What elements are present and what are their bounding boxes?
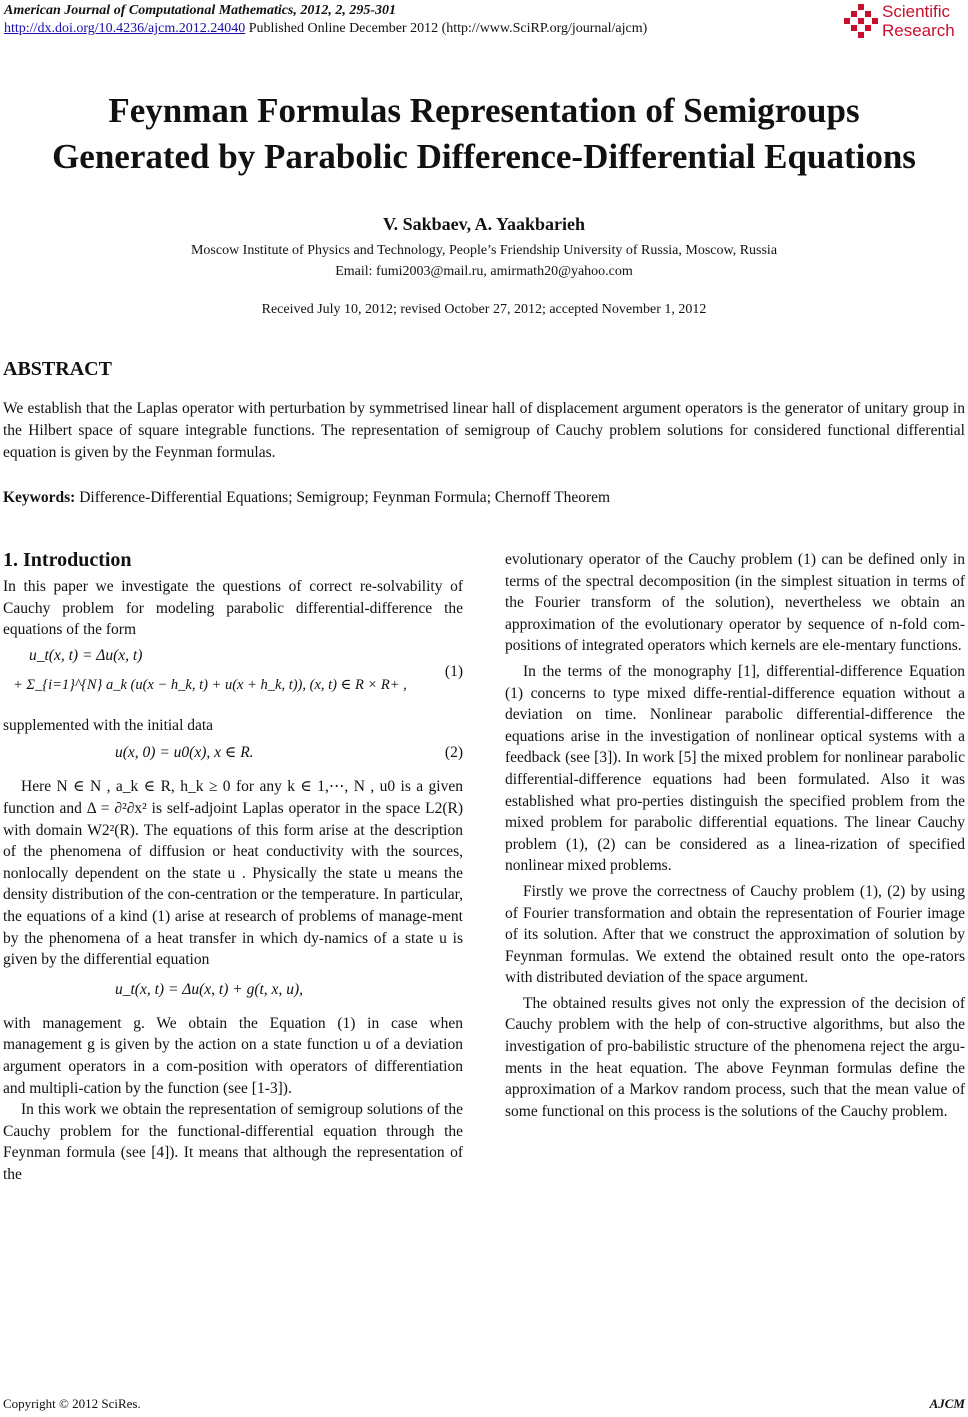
section-heading-introduction: 1. Introduction <box>3 549 132 571</box>
equation-text: u_t(x, t) = Δu(x, t) <box>29 646 143 664</box>
paper-title <box>0 88 968 180</box>
paragraph: In this paper we investigate the questions of correct re-solvability of Cauchy problem for modeling parabolic differential-difference the equations of the form <box>3 578 463 639</box>
equation-1b <box>3 662 463 715</box>
paragraph: The obtained results gives not only the expression of the decision of Cauchy problem with the help of con-structive algorithms, but also the investigation of pro-babilistic structure of the phenomena reject the argu-ments in the heat equation. The above Feynman formulas define the approximation of a Markov random process, such that the mean value of some functional on this process is the solutions of the Cauchy problem. <box>505 994 965 1120</box>
equation-number: (1) <box>444 662 463 680</box>
equation-number: (2) <box>444 744 463 762</box>
keywords-label: Keywords: <box>3 489 76 506</box>
authors: V. Sakbaev, A. Yaakbarieh <box>382 214 586 234</box>
logo-diamond-icon <box>844 4 878 38</box>
journal-abbreviation: AJCM <box>929 1396 965 1411</box>
email: Email: fumi2003@mail.ru, amirmath20@yahoo.com <box>335 264 633 279</box>
abstract-heading: ABSTRACT <box>3 358 112 380</box>
logo-line1: Scientific <box>882 2 951 21</box>
left-column <box>3 548 463 1185</box>
equation-3 <box>3 979 463 1013</box>
journal-name: American Journal of Computational Mathematics <box>4 3 294 18</box>
right-column <box>505 549 965 1122</box>
paragraph: In the terms of the monography [1], differential-difference Equation (1) concerns to type mixed diffe-rential-difference equation without a deviation on time. Nonlinear parabolic differential-difference the equations arise in the investigation of nonlinear optical systems with a feedback (see [3]). In work [5] the mixed problem for nonlinear parabolic differential-difference equations had been formulated. Also it was established what pro-perties distinguish the specified problem from the mixed problem for parabolic differential equations. The linear Cauchy problem (1), (2) can be considered as a linea-rization of specified nonlinear mixed problems. <box>505 662 965 875</box>
paragraph: In this work we obtain the representation of semigroup solutions of the Cauchy problem for the functional-differential equation through the Feynman formula (see [4]). It means that although the representation of the <box>3 1101 463 1183</box>
volume-info: , 2012, 2, 295-301 <box>293 3 397 18</box>
logo-text <box>882 2 955 40</box>
equation-text: + Σ_{i=1}^{N} a_k (u(x − h_k, t) + u(x + h_k, t)), (x, t) ∈ R × R+ , <box>13 676 407 693</box>
paragraph: Here N ∈ N , a_k ∈ R, h_k ≥ 0 for any k ∈ 1,⋯, N , u0 is a given function and Δ = ∂²∂x² is self-adjoint Laplas operator in the space L2(R) with domain W2²(R). The equations of this form arise at the description of the phenomena of diffusion or heat conductivity with the sources, nonlocally dependent on the state u . Physically the state u means the density distribution of the con-centration or the temperature. In particular, the equations of a kind (1) arise at research of problems of manage-ment by the phenomena of a heat transfer in which dy-namics of a state u is given by the differential equation <box>3 778 463 969</box>
received-dates: Received July 10, 2012; revised October 27, 2012; accepted November 1, 2012 <box>261 302 707 317</box>
equation-text: u(x, 0) = u0(x), x ∈ R. <box>115 744 254 762</box>
logo-line2: Research <box>882 21 955 40</box>
doi-link[interactable]: http://dx.doi.org/10.4236/ajcm.2012.24040 <box>4 21 246 36</box>
paragraph: supplemented with the initial data <box>3 716 214 734</box>
equation-2 <box>3 742 463 776</box>
equation-text: u_t(x, t) = Δu(x, t) + g(t, x, u), <box>115 980 303 998</box>
doi-line <box>4 20 964 38</box>
copyright: Copyright © 2012 SciRes. <box>3 1396 141 1411</box>
equation-1a <box>3 645 463 675</box>
scientific-research-logo <box>844 2 964 46</box>
abstract-text: We establish that the Laplas operator with perturbation by symmetrised linear hall of displacement argument operators is the generator of unitary group in the Hilbert space of square integrable functions. The representation of semigroup of Cauchy problem solutions for considered functional differential equation is given by the Feynman formulas. <box>3 400 965 461</box>
page-footer <box>3 1396 965 1412</box>
journal-citation <box>4 2 964 20</box>
keywords-text: Difference-Differential Equations; Semigroup; Feynman Formula; Chernoff Theorem <box>75 489 611 506</box>
paragraph: evolutionary operator of the Cauchy problem (1) can be defined only in terms of the spectral decomposition (in the simplest situation in terms of the Fourier transform of the solution), nevertheless we obtain an approximation of the evolutionary operator by sequence of n-fold com-positions of integrated operators which kernels are ele-mentary functions. <box>505 551 965 655</box>
title-line-2: Generated by Parabolic Difference-Differential Equations <box>52 137 916 176</box>
paragraph: Firstly we prove the correctness of Cauchy problem (1), (2) by using of Fourier transformation and obtain the representation of Fourier image of its solution. After that we construct the approximation of solution by Feynman formulas. We extend the obtained result onto the ope-rators with distributed deviation of the space argument. <box>505 882 965 987</box>
title-line-1: Feynman Formulas Representation of Semigroups <box>108 91 860 130</box>
published-info: Published Online December 2012 (http://www.SciRP.org/journal/ajcm) <box>245 21 648 36</box>
keywords <box>3 489 965 507</box>
page-header <box>4 2 964 46</box>
paragraph: with management g. We obtain the Equation (1) in case when management g is given by the action on a state function u of a deviation argument operators in a com-position with operators of differentiation and multipli-cation by the function (see [1-3]). <box>3 1014 463 1097</box>
affiliation: Moscow Institute of Physics and Technology, People’s Friendship University of Russia, Moscow, Russia <box>190 243 778 258</box>
affiliation-block <box>0 240 968 282</box>
